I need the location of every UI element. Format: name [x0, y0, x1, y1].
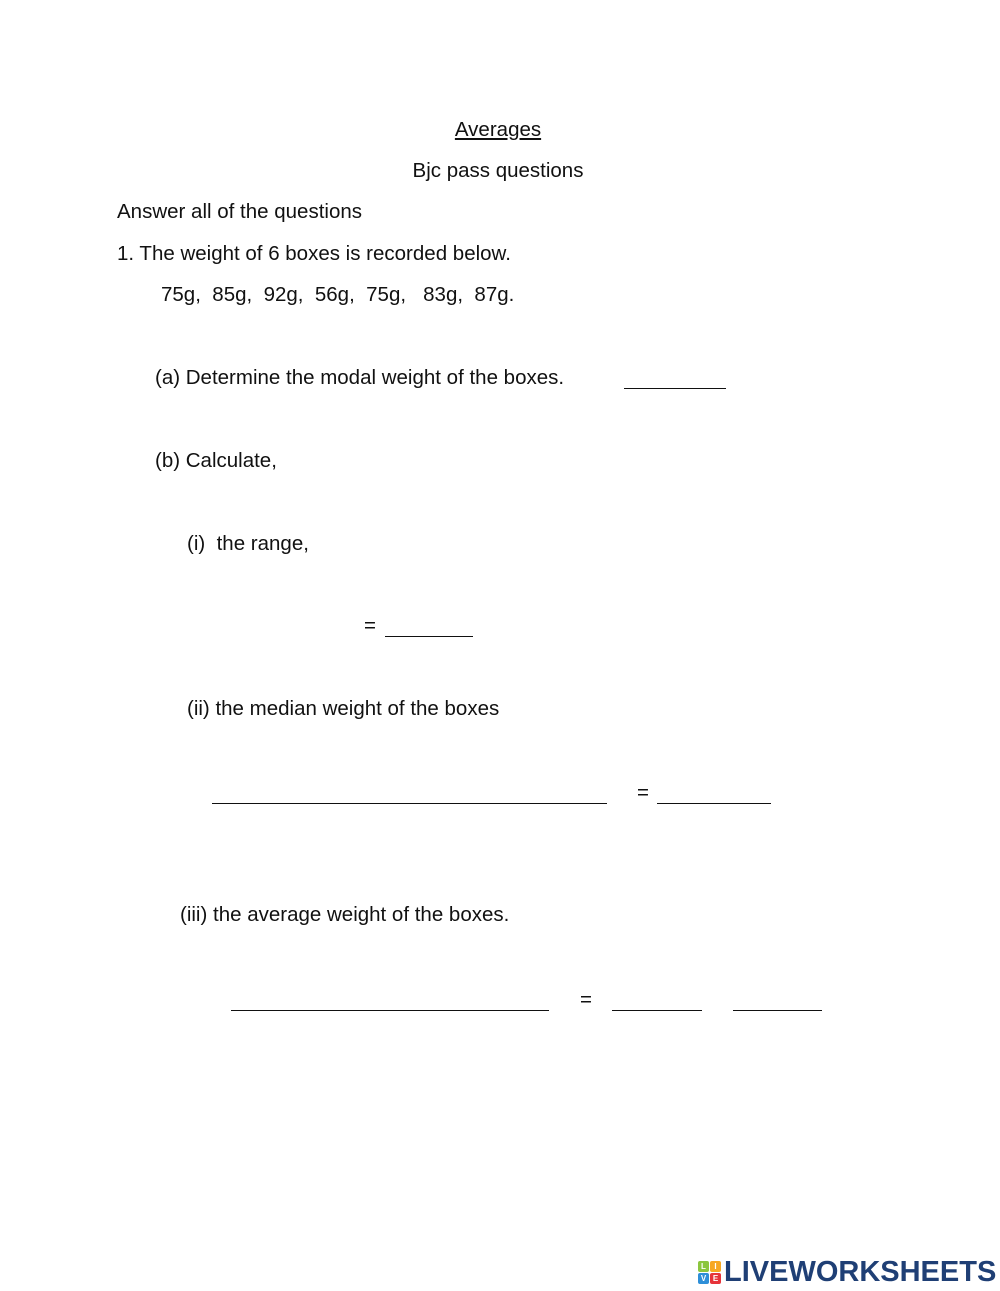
worksheet-title: Averages [454, 118, 542, 141]
instruction: Answer all of the questions [117, 200, 362, 223]
logo-tile: L [698, 1261, 709, 1272]
part-ii-label: (ii) the median weight of the boxes [187, 697, 500, 720]
answer-average-field[interactable] [612, 1010, 702, 1011]
logo-text: LIVEWORKSHEETS [724, 1256, 997, 1288]
equals-sign: = [364, 614, 376, 637]
median-working-field[interactable] [212, 803, 607, 804]
box-weights: 75g, 85g, 92g, 56g, 75g, 83g, 87g. [161, 283, 515, 306]
answer-modal-weight-field[interactable] [624, 388, 726, 389]
question-1-stem: 1. The weight of 6 boxes is recorded below. [117, 242, 511, 265]
logo-tile: I [710, 1261, 721, 1272]
part-iii-label: (iii) the average weight of the boxes. [180, 903, 510, 926]
worksheet-subtitle: Bjc pass questions [412, 159, 584, 182]
answer-range-field[interactable] [385, 636, 473, 637]
answer-average-unit-field[interactable] [733, 1010, 822, 1011]
part-b-label: (b) Calculate, [155, 449, 277, 472]
liveworksheets-logo [698, 1256, 996, 1289]
equals-sign: = [637, 781, 649, 804]
equals-sign: = [580, 988, 592, 1011]
part-a-label: (a) Determine the modal weight of the boxes. [155, 366, 565, 389]
answer-median-field[interactable] [657, 803, 771, 804]
average-working-field[interactable] [231, 1010, 549, 1011]
logo-tile: V [698, 1273, 709, 1284]
live-tiles-icon [698, 1261, 721, 1284]
logo-tile: E [710, 1273, 721, 1284]
part-i-label: (i) the range, [187, 532, 309, 555]
